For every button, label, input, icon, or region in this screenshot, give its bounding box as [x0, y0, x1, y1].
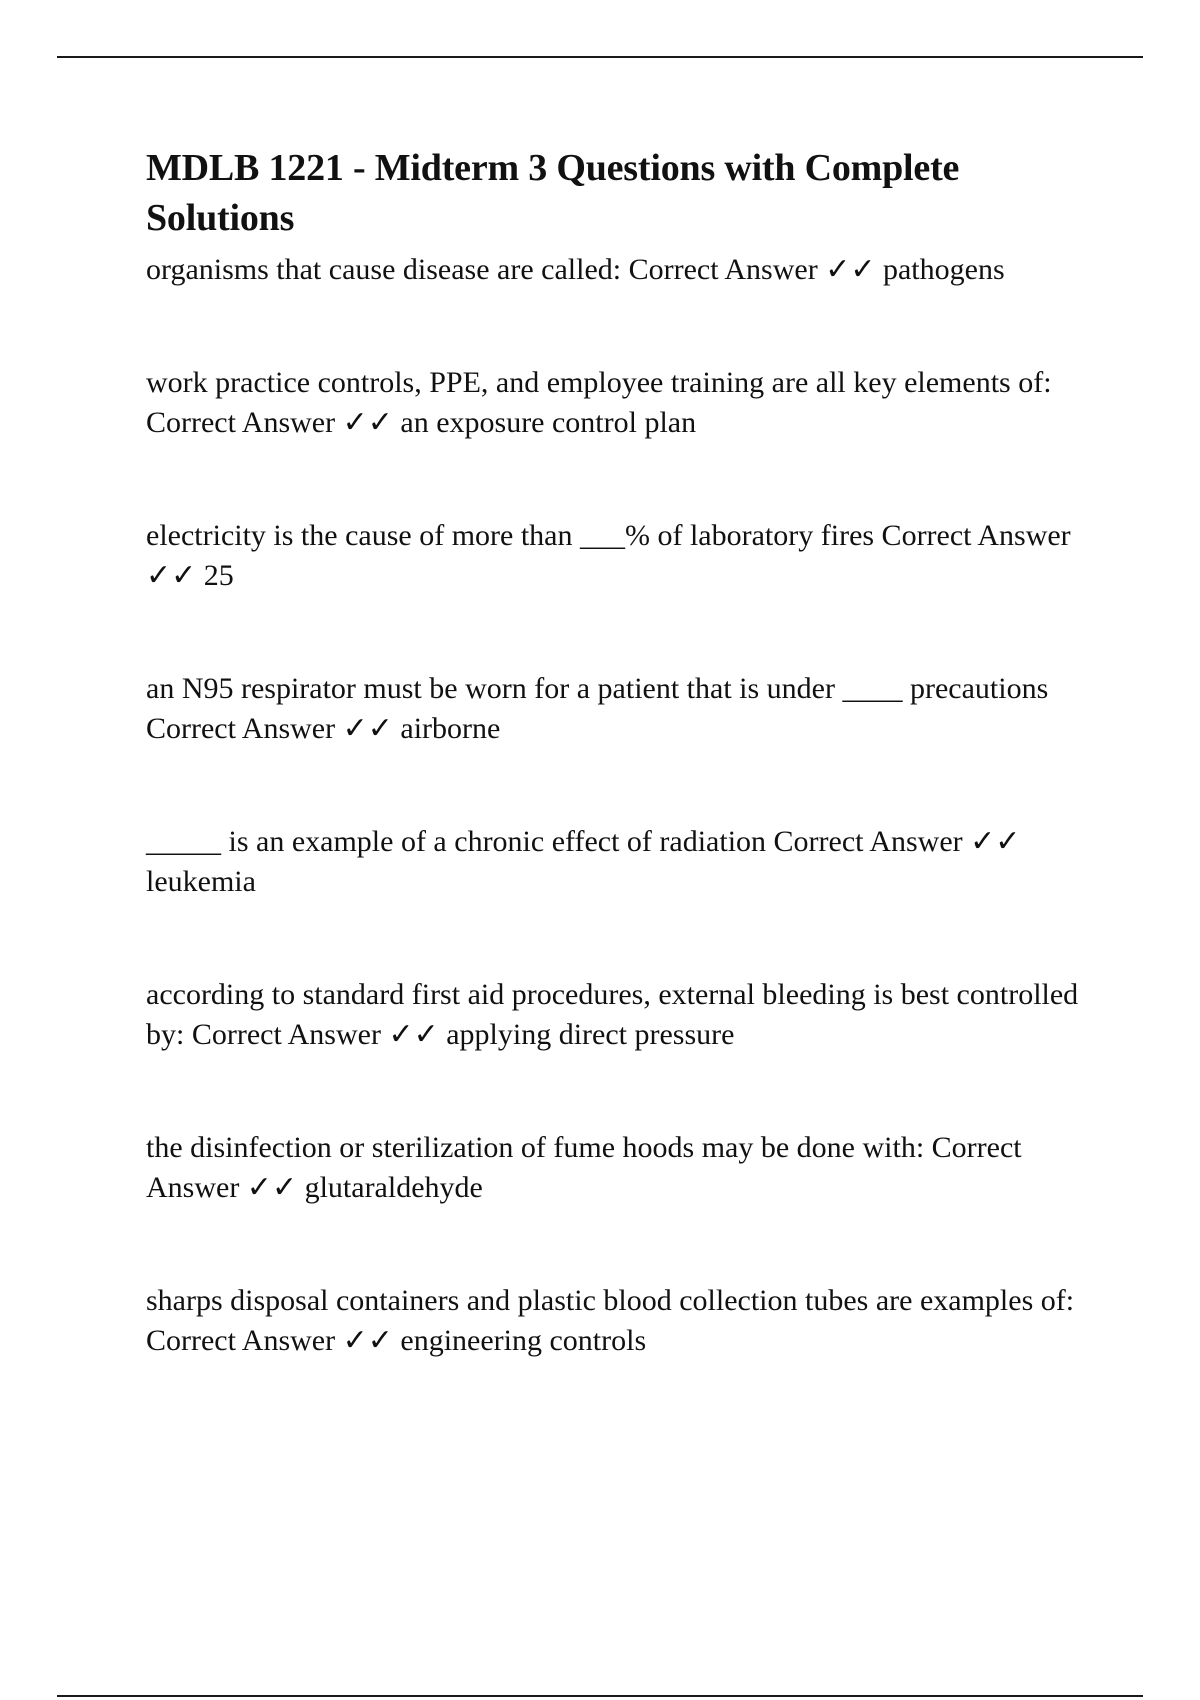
qa-item-5: _____ is an example of a chronic effect of radiation Correct Answer ✓✓ leukemia	[146, 824, 1021, 898]
qa-item-1: organisms that cause disease are called: Correct Answer ✓✓ pathogens	[146, 253, 1005, 286]
qa-item-4: an N95 respirator must be worn for a patient that is under ____ precautions Correct Answer ✓✓ airborne	[146, 671, 1049, 745]
document-body	[146, 143, 1106, 1362]
qa-item-8: sharps disposal containers and plastic blood collection tubes are examples of: Correct Answer ✓✓ engineering controls	[146, 1283, 1075, 1357]
top-rule	[57, 56, 1143, 58]
qa-item-7: the disinfection or sterilization of fume hoods may be done with: Correct Answer ✓✓ glutaraldehyde	[146, 1130, 1022, 1204]
document-title: MDLB 1221 - Midterm 3 Questions with Complete Solutions	[146, 147, 960, 239]
bottom-rule	[57, 1695, 1143, 1697]
qa-item-6: according to standard first aid procedures, external bleeding is best controlled by: Correct Answer ✓✓ applying direct pressure	[146, 977, 1079, 1051]
qa-item-2: work practice controls, PPE, and employee training are all key elements of: Correct Answer ✓✓ an exposure control plan	[146, 365, 1052, 439]
qa-list	[146, 250, 1106, 1362]
qa-item-3: electricity is the cause of more than ___% of laboratory fires Correct Answer ✓✓ 25	[146, 518, 1071, 592]
